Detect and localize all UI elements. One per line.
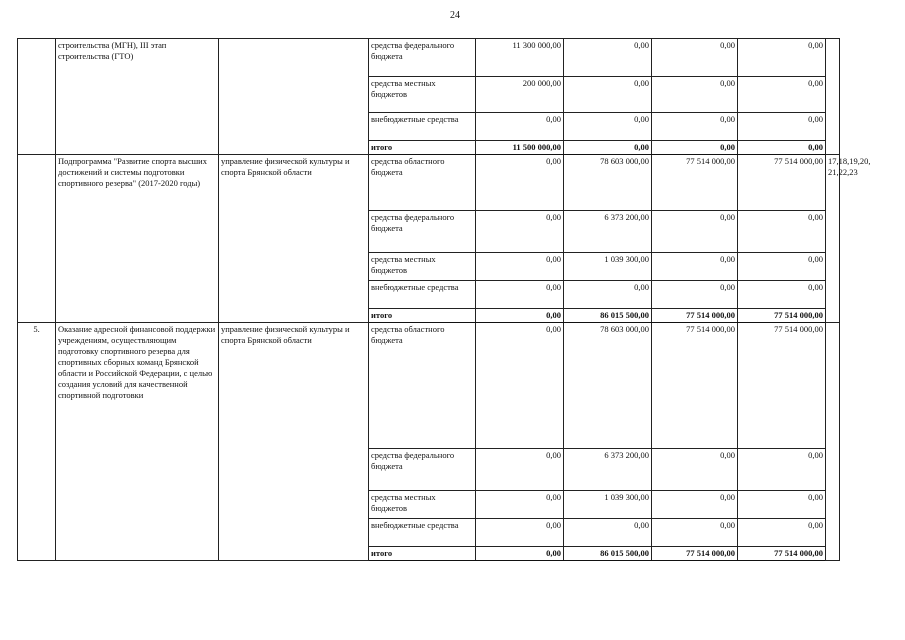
row-number-cell (18, 39, 56, 155)
indicators-cell: 17,18,19,20, 21,22,23 (826, 155, 840, 323)
amount-2019-cell: 0,00 (652, 253, 738, 281)
funding-source-cell: средства федерального бюджета (369, 211, 476, 253)
funding-source-cell: средства местных бюджетов (369, 253, 476, 281)
funding-source-cell: итого (369, 141, 476, 155)
amount-2017-cell: 0,00 (476, 519, 564, 547)
amount-2020-cell: 0,00 (738, 519, 826, 547)
funding-source-cell: средства областного бюджета (369, 155, 476, 211)
amount-2020-cell: 0,00 (738, 39, 826, 77)
amount-2019-cell: 0,00 (652, 281, 738, 309)
amount-2017-cell: 0,00 (476, 113, 564, 141)
amount-2017-cell: 11 500 000,00 (476, 141, 564, 155)
amount-2020-cell: 0,00 (738, 281, 826, 309)
activity-name-cell: Подпрограмма "Развитие спорта высших достижений и системы подготовки спортивного резерва" (2017-2020 годы) (56, 155, 219, 323)
amount-2017-cell: 0,00 (476, 547, 564, 561)
amount-2019-cell: 0,00 (652, 39, 738, 77)
amount-2018-cell: 0,00 (564, 281, 652, 309)
funding-source-cell: внебюджетные средства (369, 281, 476, 309)
amount-2020-cell: 0,00 (738, 491, 826, 519)
activity-name-cell: Оказание адресной финансовой поддержки учреждениям, осуществляющим подготовку спортивного резерва для спортивных сборных команд Брянской области и Российской Федерации, с целью создания условий для качественной спортивной подготовки (56, 323, 219, 561)
funding-source-cell: внебюджетные средства (369, 519, 476, 547)
amount-2019-cell: 77 514 000,00 (652, 323, 738, 449)
page-number: 24 (450, 10, 460, 21)
amount-2020-cell: 77 514 000,00 (738, 323, 826, 449)
amount-2017-cell: 0,00 (476, 281, 564, 309)
row-number-cell: 5. (18, 323, 56, 561)
amount-2017-cell: 0,00 (476, 211, 564, 253)
amount-2020-cell: 0,00 (738, 211, 826, 253)
amount-2018-cell: 1 039 300,00 (564, 491, 652, 519)
amount-2019-cell: 77 514 000,00 (652, 547, 738, 561)
amount-2019-cell: 0,00 (652, 113, 738, 141)
amount-2018-cell: 0,00 (564, 141, 652, 155)
amount-2018-cell: 6 373 200,00 (564, 211, 652, 253)
amount-2018-cell: 0,00 (564, 39, 652, 77)
funding-source-cell: средства областного бюджета (369, 323, 476, 449)
amount-2019-cell: 0,00 (652, 211, 738, 253)
activity-name-cell: строительства (МГН), III этап строительства (ГТО) (56, 39, 219, 155)
amount-2017-cell: 11 300 000,00 (476, 39, 564, 77)
amount-2020-cell: 0,00 (738, 449, 826, 491)
amount-2018-cell: 78 603 000,00 (564, 323, 652, 449)
amount-2018-cell: 0,00 (564, 519, 652, 547)
amount-2017-cell: 0,00 (476, 155, 564, 211)
amount-2018-cell: 86 015 500,00 (564, 309, 652, 323)
funding-source-cell: средства федерального бюджета (369, 39, 476, 77)
funding-source-cell: средства местных бюджетов (369, 491, 476, 519)
amount-2017-cell: 0,00 (476, 449, 564, 491)
amount-2019-cell: 0,00 (652, 449, 738, 491)
table-row (18, 155, 840, 211)
amount-2018-cell: 6 373 200,00 (564, 449, 652, 491)
amount-2017-cell: 200 000,00 (476, 77, 564, 113)
table-row (18, 323, 840, 449)
amount-2018-cell: 1 039 300,00 (564, 253, 652, 281)
amount-2020-cell: 77 514 000,00 (738, 155, 826, 211)
amount-2020-cell: 0,00 (738, 141, 826, 155)
amount-2018-cell: 0,00 (564, 113, 652, 141)
funding-source-cell: итого (369, 547, 476, 561)
amount-2018-cell: 78 603 000,00 (564, 155, 652, 211)
amount-2019-cell: 0,00 (652, 519, 738, 547)
amount-2017-cell: 0,00 (476, 323, 564, 449)
funding-source-cell: итого (369, 309, 476, 323)
amount-2019-cell: 0,00 (652, 491, 738, 519)
budget-table (17, 38, 871, 561)
indicators-cell (826, 39, 840, 155)
amount-2020-cell: 77 514 000,00 (738, 309, 826, 323)
funding-source-cell: средства федерального бюджета (369, 449, 476, 491)
executor-cell: управление физической культуры и спорта Брянской области (219, 155, 369, 323)
amount-2020-cell: 0,00 (738, 77, 826, 113)
amount-2017-cell: 0,00 (476, 309, 564, 323)
amount-2019-cell: 77 514 000,00 (652, 155, 738, 211)
amount-2019-cell: 0,00 (652, 141, 738, 155)
funding-source-cell: внебюджетные средства (369, 113, 476, 141)
table-row (18, 39, 840, 77)
amount-2017-cell: 0,00 (476, 491, 564, 519)
amount-2019-cell: 77 514 000,00 (652, 309, 738, 323)
amount-2018-cell: 86 015 500,00 (564, 547, 652, 561)
funding-source-cell: средства местных бюджетов (369, 77, 476, 113)
indicators-cell (826, 323, 840, 561)
executor-cell (219, 39, 369, 155)
amount-2020-cell: 0,00 (738, 113, 826, 141)
amount-2018-cell: 0,00 (564, 77, 652, 113)
executor-cell: управление физической культуры и спорта Брянской области (219, 323, 369, 561)
amount-2019-cell: 0,00 (652, 77, 738, 113)
amount-2017-cell: 0,00 (476, 253, 564, 281)
row-number-cell (18, 155, 56, 323)
amount-2020-cell: 0,00 (738, 253, 826, 281)
amount-2020-cell: 77 514 000,00 (738, 547, 826, 561)
